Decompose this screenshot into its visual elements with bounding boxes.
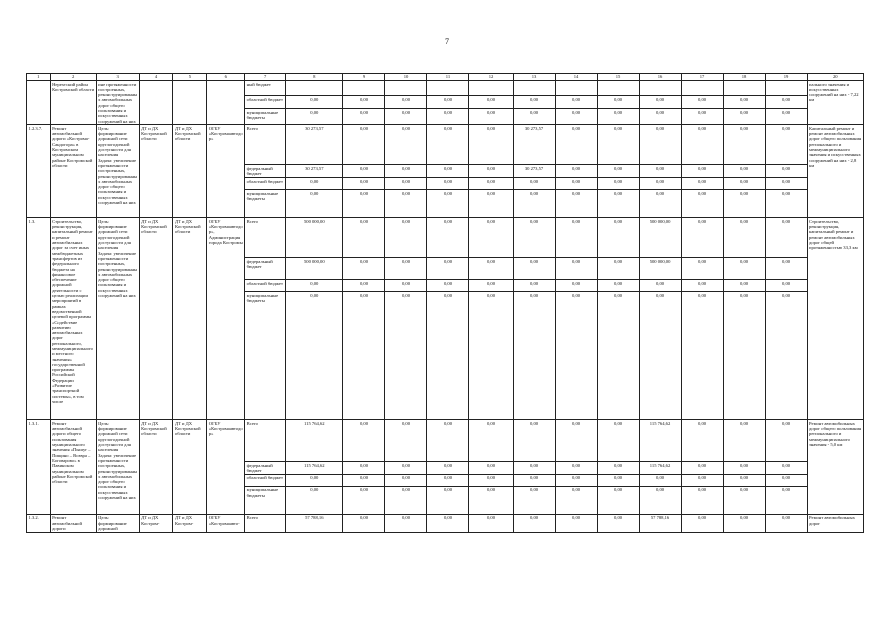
cell-value: 0,00 bbox=[765, 514, 807, 532]
cell-value: 0,00 bbox=[343, 258, 385, 280]
cell-value: 57 788,16 bbox=[639, 514, 681, 532]
cell-value: 0,00 bbox=[765, 218, 807, 258]
cell-value: 0,00 bbox=[597, 474, 639, 486]
header-cell: 19 bbox=[765, 74, 807, 81]
cell-col6: ОГБУ «Костромаавтодор» bbox=[207, 125, 245, 218]
cell-value: 0,00 bbox=[385, 165, 427, 178]
cell-col2: Ремонт автомобильной дороги bbox=[50, 514, 96, 532]
cell-value: 30 273,57 bbox=[286, 125, 343, 165]
cell-value: 0,00 bbox=[597, 109, 639, 125]
cell-value: 0,00 bbox=[343, 165, 385, 178]
cell-value: 0,00 bbox=[597, 514, 639, 532]
cell-value: 0,00 bbox=[723, 218, 765, 258]
cell-col6: ОГБУ «Костромаавтодор», Администрация города Костромы bbox=[207, 218, 245, 420]
cell-value: 30 273,57 bbox=[286, 165, 343, 178]
cell-value: 0,00 bbox=[385, 218, 427, 258]
cell-value: 0,00 bbox=[555, 292, 597, 420]
table-row bbox=[27, 420, 864, 462]
cell-value: 0,00 bbox=[639, 486, 681, 514]
cell-value: 0,00 bbox=[513, 218, 555, 258]
header-cell: 16 bbox=[639, 74, 681, 81]
cell-value: 0,00 bbox=[681, 96, 723, 109]
cell-value: 0,00 bbox=[681, 165, 723, 178]
cell-col4: ДТ и ДХ Костром- bbox=[139, 514, 173, 532]
cell-col20: Ремонт автомобильных дорог bbox=[807, 514, 863, 532]
cell-value: 0,00 bbox=[427, 178, 469, 190]
cell-value: 0,00 bbox=[597, 125, 639, 165]
cell-value: 0,00 bbox=[427, 96, 469, 109]
cell-value: 0,00 bbox=[597, 420, 639, 462]
cell-value: 0,00 bbox=[469, 165, 513, 178]
cell-value: 0,00 bbox=[343, 190, 385, 218]
cell-value: 0,00 bbox=[469, 292, 513, 420]
cell-value: 0,00 bbox=[765, 190, 807, 218]
cell-value: 0,00 bbox=[723, 109, 765, 125]
cell-value: 0,00 bbox=[723, 178, 765, 190]
cell-value: 0,00 bbox=[639, 292, 681, 420]
cell-source: областной бюджет bbox=[245, 178, 286, 190]
cell-value: 0,00 bbox=[681, 292, 723, 420]
cell-value: 0,00 bbox=[385, 292, 427, 420]
cell-value bbox=[681, 81, 723, 96]
cell-value bbox=[597, 81, 639, 96]
program-table bbox=[26, 73, 864, 533]
cell-source: федеральный бюджет bbox=[245, 462, 286, 475]
header-cell: 14 bbox=[555, 74, 597, 81]
cell-value: 0,00 bbox=[597, 218, 639, 258]
cell-value: 0,00 bbox=[681, 420, 723, 462]
cell-value: 0,00 bbox=[427, 280, 469, 292]
cell-value: 0,00 bbox=[555, 178, 597, 190]
cell-value: 0,00 bbox=[597, 280, 639, 292]
cell-source: муниципальные бюджеты bbox=[245, 109, 286, 125]
cell-value: 0,00 bbox=[343, 420, 385, 462]
cell-value: 0,00 bbox=[513, 420, 555, 462]
cell-value: 0,00 bbox=[343, 514, 385, 532]
cell-value bbox=[555, 81, 597, 96]
cell-value: 0,00 bbox=[639, 280, 681, 292]
cell-col2: Строительство, реконструкция, капитальный ремонт и ремонт автомобильных дорог за счет иных межбюджетных трансфертов из федерального бюджета на финансовое обеспечение дорожной деятельности с целью реализации мероприятий в рамках ведомственной целевой программы «Содействие развитию автомобильных дорог регионального, межмуниципального и местного значения» государственной программы Российской Федерации «Развитие транспортной системы», в том числе bbox=[50, 218, 96, 420]
cell-value: 0,00 bbox=[343, 178, 385, 190]
cell-value: 0,00 bbox=[681, 486, 723, 514]
cell-value: 500 000,00 bbox=[286, 218, 343, 258]
cell-value: 0,00 bbox=[427, 190, 469, 218]
cell-value: 30 273,57 bbox=[513, 165, 555, 178]
cell-value: 0,00 bbox=[469, 420, 513, 462]
cell-col1: 1.3.2. bbox=[27, 514, 51, 532]
cell-value: 0,00 bbox=[427, 125, 469, 165]
header-cell: 18 bbox=[723, 74, 765, 81]
header-cell: 15 bbox=[597, 74, 639, 81]
cell-value: 0,00 bbox=[286, 190, 343, 218]
cell-value: 0,00 bbox=[427, 292, 469, 420]
cell-value: 0,00 bbox=[469, 462, 513, 475]
cell-value: 0,00 bbox=[343, 280, 385, 292]
cell-value: 0,00 bbox=[723, 96, 765, 109]
cell-value: 0,00 bbox=[469, 178, 513, 190]
cell-value: 57 788,16 bbox=[286, 514, 343, 532]
cell-value: 0,00 bbox=[597, 462, 639, 475]
cell-value: 0,00 bbox=[639, 109, 681, 125]
cell-value: 0,00 bbox=[723, 462, 765, 475]
cell-col1: 1.3. bbox=[27, 218, 51, 420]
cell-col4: ДТ и ДХ Костромской области bbox=[139, 218, 173, 420]
cell-source: муниципальные бюджеты bbox=[245, 486, 286, 514]
cell-col5: ДТ и ДХ Костромской области bbox=[173, 218, 207, 420]
cell-value: 0,00 bbox=[765, 420, 807, 462]
cell-col2: Ремонт автомобильной дороги «Кострома-Сандогора» в Костромском муниципальном районе Костромской области bbox=[50, 125, 96, 218]
cell-value: 0,00 bbox=[385, 258, 427, 280]
cell-value: 0,00 bbox=[427, 514, 469, 532]
cell-col5: ДТ и ДХ Костром- bbox=[173, 514, 207, 532]
cell-col3: Цель: формирование дорожной сети круглогодичной доступности для населения Задача: увеличение протяженности построенных, реконструированных автомобильных дорог общего пользования и искусственных сооружений на них bbox=[96, 218, 139, 420]
cell-value: 0,00 bbox=[513, 258, 555, 280]
cell-value: 0,00 bbox=[681, 125, 723, 165]
cell-value: 0,00 bbox=[343, 96, 385, 109]
cell-source: ный бюджет bbox=[245, 81, 286, 96]
cell-value: 30 273,57 bbox=[513, 125, 555, 165]
cell-value: 115 764,62 bbox=[639, 462, 681, 475]
cell-value: 0,00 bbox=[555, 462, 597, 475]
cell-value: 0,00 bbox=[286, 178, 343, 190]
cell-value: 0,00 bbox=[639, 165, 681, 178]
cell-value: 0,00 bbox=[765, 125, 807, 165]
cell-value: 0,00 bbox=[286, 486, 343, 514]
cell-col3: ине протяженности построенных, реконструированных автомобильных дорог общего пользования и искусственных сооружений на них bbox=[96, 81, 139, 125]
cell-value: 0,00 bbox=[597, 165, 639, 178]
cell-col5 bbox=[173, 81, 207, 125]
cell-source: муниципальные бюджеты bbox=[245, 292, 286, 420]
cell-value: 0,00 bbox=[681, 462, 723, 475]
cell-col3: Цель: формирование дорожной сети круглогодичной доступности для населения Задача: увеличение протяженности построенных, реконструированных автомобильных дорог общего пользования и искусственных сооружений на них bbox=[96, 420, 139, 515]
cell-col20: Ремонт автомобильных дорог общего пользования регионального и межмуниципального значения - 5,0 км bbox=[807, 420, 863, 515]
cell-value: 0,00 bbox=[385, 420, 427, 462]
cell-value bbox=[765, 81, 807, 96]
cell-value: 0,00 bbox=[639, 125, 681, 165]
cell-col6: ОГБУ «Костромаавтодор» bbox=[207, 420, 245, 515]
cell-value: 0,00 bbox=[385, 125, 427, 165]
cell-value: 0,00 bbox=[765, 96, 807, 109]
cell-value: 0,00 bbox=[681, 474, 723, 486]
cell-source: Всего bbox=[245, 125, 286, 165]
cell-col2: Нерехтский район Костромской области bbox=[50, 81, 96, 125]
cell-value: 0,00 bbox=[555, 420, 597, 462]
cell-value: 0,00 bbox=[469, 280, 513, 292]
header-cell: 20 bbox=[807, 74, 863, 81]
cell-value: 0,00 bbox=[513, 280, 555, 292]
cell-value: 0,00 bbox=[385, 514, 427, 532]
cell-value: 0,00 bbox=[765, 474, 807, 486]
cell-value: 500 000,00 bbox=[639, 258, 681, 280]
cell-value: 0,00 bbox=[513, 292, 555, 420]
cell-value: 0,00 bbox=[555, 486, 597, 514]
cell-col1 bbox=[27, 81, 51, 125]
cell-value: 115 764,62 bbox=[286, 462, 343, 475]
cell-value: 0,00 bbox=[723, 420, 765, 462]
cell-value: 0,00 bbox=[597, 486, 639, 514]
cell-value: 0,00 bbox=[555, 165, 597, 178]
cell-value: 0,00 bbox=[286, 474, 343, 486]
cell-value: 0,00 bbox=[427, 109, 469, 125]
cell-value: 0,00 bbox=[597, 190, 639, 218]
cell-value: 0,00 bbox=[681, 280, 723, 292]
cell-value: 0,00 bbox=[427, 218, 469, 258]
cell-col1: 1.3.1. bbox=[27, 420, 51, 515]
cell-value: 0,00 bbox=[469, 109, 513, 125]
cell-value bbox=[639, 81, 681, 96]
cell-value: 0,00 bbox=[555, 280, 597, 292]
cell-value: 0,00 bbox=[469, 190, 513, 218]
cell-value bbox=[469, 81, 513, 96]
cell-value: 0,00 bbox=[385, 474, 427, 486]
cell-col2: Ремонт автомобильной дороги общего пользования муниципального значения «Пышуг – Пищино – Возвра – Боговарово» в Павинском муниципальном районе Костромской области bbox=[50, 420, 96, 515]
header-cell: 7 bbox=[245, 74, 286, 81]
cell-col20: Строительство, реконструкция, капитальный ремонт и ремонт автомобильных дорог общей протяженностью 33,3 км bbox=[807, 218, 863, 420]
cell-value: 0,00 bbox=[385, 178, 427, 190]
cell-source: Всего bbox=[245, 420, 286, 462]
cell-value: 0,00 bbox=[555, 218, 597, 258]
cell-value bbox=[513, 81, 555, 96]
cell-value: 0,00 bbox=[681, 109, 723, 125]
cell-col4: ДТ и ДХ Костромской области bbox=[139, 125, 173, 218]
cell-col4 bbox=[139, 81, 173, 125]
header-cell: 2 bbox=[50, 74, 96, 81]
cell-value bbox=[385, 81, 427, 96]
cell-value: 0,00 bbox=[513, 96, 555, 109]
cell-value: 500 000,00 bbox=[286, 258, 343, 280]
cell-value: 0,00 bbox=[385, 96, 427, 109]
cell-value: 0,00 bbox=[513, 190, 555, 218]
cell-value: 0,00 bbox=[639, 474, 681, 486]
cell-value: 0,00 bbox=[513, 109, 555, 125]
cell-value: 0,00 bbox=[723, 190, 765, 218]
cell-value bbox=[286, 81, 343, 96]
cell-value: 0,00 bbox=[723, 258, 765, 280]
header-cell: 4 bbox=[139, 74, 173, 81]
cell-value: 0,00 bbox=[469, 474, 513, 486]
cell-value: 0,00 bbox=[469, 486, 513, 514]
cell-col4: ДТ и ДХ Костромской области bbox=[139, 420, 173, 515]
cell-value: 500 000,00 bbox=[639, 218, 681, 258]
header-cell: 10 bbox=[385, 74, 427, 81]
cell-value bbox=[723, 81, 765, 96]
cell-value: 0,00 bbox=[469, 218, 513, 258]
cell-source: федеральный бюджет bbox=[245, 165, 286, 178]
cell-value: 0,00 bbox=[597, 178, 639, 190]
header-cell: 6 bbox=[207, 74, 245, 81]
cell-value: 0,00 bbox=[681, 514, 723, 532]
cell-value: 0,00 bbox=[385, 486, 427, 514]
table-row bbox=[27, 125, 864, 165]
cell-value: 0,00 bbox=[343, 474, 385, 486]
cell-value: 0,00 bbox=[343, 292, 385, 420]
cell-source: областной бюджет bbox=[245, 280, 286, 292]
header-cell: 17 bbox=[681, 74, 723, 81]
cell-col3: Цель: формирование дорожной bbox=[96, 514, 139, 532]
cell-value: 0,00 bbox=[427, 165, 469, 178]
cell-value: 0,00 bbox=[555, 109, 597, 125]
cell-value: 0,00 bbox=[385, 109, 427, 125]
cell-value: 0,00 bbox=[639, 96, 681, 109]
cell-col6: ОГБУ «Костромаавто- bbox=[207, 514, 245, 532]
header-cell: 8 bbox=[286, 74, 343, 81]
header-cell: 13 bbox=[513, 74, 555, 81]
cell-value: 0,00 bbox=[469, 96, 513, 109]
cell-value: 0,00 bbox=[555, 190, 597, 218]
header-cell: 11 bbox=[427, 74, 469, 81]
cell-value: 0,00 bbox=[765, 280, 807, 292]
header-cell: 12 bbox=[469, 74, 513, 81]
header-cell: 3 bbox=[96, 74, 139, 81]
page-number: 7 bbox=[445, 37, 449, 46]
cell-value: 0,00 bbox=[765, 486, 807, 514]
cell-value: 0,00 bbox=[681, 258, 723, 280]
cell-value: 0,00 bbox=[385, 280, 427, 292]
cell-value: 0,00 bbox=[765, 109, 807, 125]
header-cell: 9 bbox=[343, 74, 385, 81]
cell-value: 0,00 bbox=[765, 292, 807, 420]
cell-value: 0,00 bbox=[597, 258, 639, 280]
cell-value: 0,00 bbox=[555, 258, 597, 280]
cell-value: 0,00 bbox=[427, 474, 469, 486]
cell-value: 0,00 bbox=[765, 165, 807, 178]
cell-value: 0,00 bbox=[723, 486, 765, 514]
cell-value: 0,00 bbox=[723, 292, 765, 420]
cell-value: 0,00 bbox=[639, 190, 681, 218]
cell-value bbox=[343, 81, 385, 96]
cell-value: 0,00 bbox=[427, 486, 469, 514]
table-row bbox=[27, 218, 864, 258]
cell-value: 0,00 bbox=[681, 218, 723, 258]
cell-value: 115 764,62 bbox=[639, 420, 681, 462]
cell-value: 0,00 bbox=[723, 474, 765, 486]
cell-value: 0,00 bbox=[286, 109, 343, 125]
cell-value: 0,00 bbox=[555, 125, 597, 165]
cell-value: 115 764,62 bbox=[286, 420, 343, 462]
cell-value: 0,00 bbox=[513, 178, 555, 190]
cell-value: 0,00 bbox=[513, 514, 555, 532]
cell-value: 0,00 bbox=[681, 190, 723, 218]
cell-value: 0,00 bbox=[469, 514, 513, 532]
cell-value: 0,00 bbox=[681, 178, 723, 190]
cell-value: 0,00 bbox=[555, 474, 597, 486]
cell-col5: ДТ и ДХ Костромской области bbox=[173, 125, 207, 218]
cell-source: областной бюджет bbox=[245, 96, 286, 109]
cell-value: 0,00 bbox=[286, 96, 343, 109]
cell-col20: пального значения и искусственных сооружений на них - 7,22 км bbox=[807, 81, 863, 125]
cell-value: 0,00 bbox=[765, 178, 807, 190]
cell-value: 0,00 bbox=[555, 514, 597, 532]
cell-source: областной бюджет bbox=[245, 474, 286, 486]
cell-value: 0,00 bbox=[513, 486, 555, 514]
cell-value bbox=[427, 81, 469, 96]
cell-value: 0,00 bbox=[343, 218, 385, 258]
header-row bbox=[27, 74, 864, 81]
cell-value: 0,00 bbox=[723, 165, 765, 178]
cell-value: 0,00 bbox=[723, 514, 765, 532]
cell-col5: ДТ и ДХ Костромской области bbox=[173, 420, 207, 515]
cell-value: 0,00 bbox=[427, 420, 469, 462]
cell-value: 0,00 bbox=[427, 258, 469, 280]
cell-value: 0,00 bbox=[765, 258, 807, 280]
cell-source: федеральный бюджет bbox=[245, 258, 286, 280]
cell-value: 0,00 bbox=[555, 96, 597, 109]
cell-value: 0,00 bbox=[597, 96, 639, 109]
cell-value: 0,00 bbox=[597, 292, 639, 420]
cell-value: 0,00 bbox=[513, 474, 555, 486]
header-cell: 5 bbox=[173, 74, 207, 81]
table-row bbox=[27, 514, 864, 532]
cell-col1: 1.2.3.7. bbox=[27, 125, 51, 218]
table-row bbox=[27, 81, 864, 96]
header-cell: 1 bbox=[27, 74, 51, 81]
cell-value: 0,00 bbox=[343, 462, 385, 475]
cell-col20: Капитальный ремонт и ремонт автомобильных дорог общего пользования регионального и межмуниципального значения и искусственных сооружений на них - 2,8 км bbox=[807, 125, 863, 218]
cell-value: 0,00 bbox=[427, 462, 469, 475]
cell-value: 0,00 bbox=[469, 258, 513, 280]
cell-value: 0,00 bbox=[639, 178, 681, 190]
cell-value: 0,00 bbox=[343, 109, 385, 125]
cell-value: 0,00 bbox=[343, 486, 385, 514]
cell-col6 bbox=[207, 81, 245, 125]
cell-value: 0,00 bbox=[513, 462, 555, 475]
cell-value: 0,00 bbox=[286, 292, 343, 420]
cell-value: 0,00 bbox=[723, 125, 765, 165]
cell-source: Всего bbox=[245, 514, 286, 532]
cell-value: 0,00 bbox=[385, 462, 427, 475]
cell-value: 0,00 bbox=[723, 280, 765, 292]
cell-value: 0,00 bbox=[765, 462, 807, 475]
cell-value: 0,00 bbox=[343, 125, 385, 165]
cell-source: Всего bbox=[245, 218, 286, 258]
cell-source: муниципальные бюджеты bbox=[245, 190, 286, 218]
cell-value: 0,00 bbox=[469, 125, 513, 165]
cell-col3: Цель: формирование дорожной сети круглогодичной доступности для населения Задача: увеличение протяженности построенных, реконструированных автомобильных дорог общего пользования и искусственных сооружений на них bbox=[96, 125, 139, 218]
cell-value: 0,00 bbox=[286, 280, 343, 292]
cell-value: 0,00 bbox=[385, 190, 427, 218]
